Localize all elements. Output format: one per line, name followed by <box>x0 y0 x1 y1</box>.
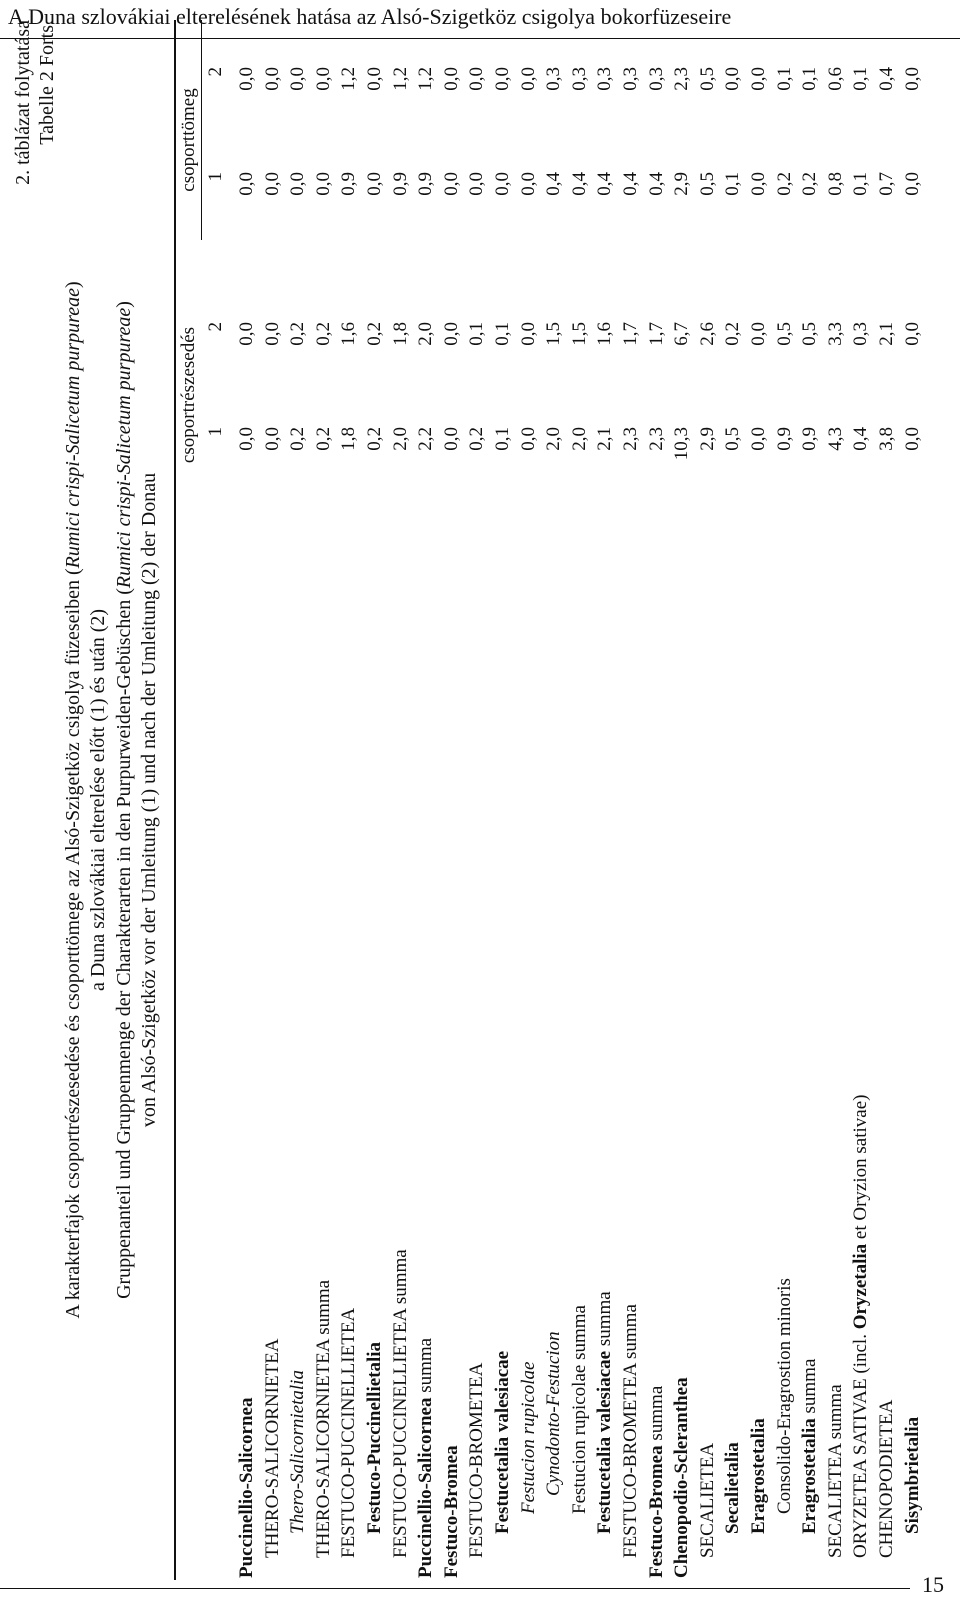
row-label-suffix: summa <box>645 1385 667 1446</box>
value-cell: 0,0 <box>901 67 923 91</box>
page-number: 15 <box>922 1572 944 1597</box>
value-cell: 0,1 <box>492 427 513 451</box>
value-cell: 0,0 <box>517 67 539 91</box>
value-cell: 3,8 <box>876 427 897 451</box>
table-row <box>797 20 823 1580</box>
value-cell: 1,7 <box>620 322 641 346</box>
value-cell: 0,4 <box>620 172 641 196</box>
value-cell: 0,0 <box>748 322 769 346</box>
value-cell: 0,0 <box>236 67 257 91</box>
row-label-text: Eragrostetalia <box>748 1418 769 1534</box>
table-row <box>874 20 900 1580</box>
table-row <box>695 20 721 1580</box>
row-label-text: FESTUCO-BROMETEA <box>466 1362 488 1558</box>
value-cell: 0,0 <box>312 172 334 196</box>
row-label-text: FESTUCO-PUCCINELLIETEA <box>338 1307 360 1558</box>
value-cell: 0,4 <box>645 172 667 196</box>
row-label-suffix: summa <box>594 1291 616 1351</box>
row-label-text: Chenopodio-Scleranthea <box>671 1377 693 1578</box>
row-label <box>490 1351 516 1534</box>
table-row <box>439 20 465 1580</box>
caption-de-line1-post: ) <box>113 301 135 308</box>
value-cell: 0,0 <box>748 427 769 451</box>
value-cell: 0,5 <box>722 427 744 451</box>
value-cell: 2,6 <box>696 322 718 346</box>
table-row <box>516 20 542 1580</box>
caption-hu-line1-post: ) <box>62 281 84 289</box>
row-label <box>464 1363 490 1558</box>
page-bottom-rule <box>0 1588 910 1589</box>
table-row <box>336 20 362 1580</box>
row-label <box>567 1305 593 1514</box>
value-cell: 0,0 <box>722 67 744 91</box>
value-cell: 0,0 <box>236 172 257 196</box>
table-row <box>746 20 772 1580</box>
row-label <box>234 1398 260 1578</box>
value-cell: 2,3 <box>671 67 693 91</box>
row-label <box>644 1386 670 1578</box>
value-cell: 0,1 <box>722 172 744 196</box>
value-cell: 0,0 <box>466 172 488 196</box>
row-label-text: FESTUCO-BROMETEA summa <box>620 1304 641 1558</box>
value-cell: 0,0 <box>261 67 283 91</box>
value-cell: 1,2 <box>415 67 437 91</box>
value-cell: 0,1 <box>850 172 872 196</box>
table-row <box>720 20 746 1580</box>
value-cell: 0,3 <box>543 67 565 91</box>
value-cell: 1,6 <box>338 322 360 346</box>
value-cell: 0,0 <box>901 322 923 346</box>
value-cell: 0,2 <box>312 427 334 451</box>
value-cell: 0,2 <box>466 427 488 451</box>
table-row <box>644 20 670 1580</box>
value-cell: 0,5 <box>773 322 795 346</box>
value-cell: 0,0 <box>440 427 462 451</box>
row-label-text: Festucion rupicolae <box>517 1361 539 1514</box>
value-cell: 0,0 <box>748 67 769 91</box>
value-cell: 0,2 <box>287 322 309 346</box>
value-cell: 0,3 <box>645 67 667 91</box>
table-row <box>260 20 286 1580</box>
value-cell: 0,4 <box>850 427 872 451</box>
value-cell: 1,5 <box>568 322 590 346</box>
row-label-text: Festucion rupicolae summa <box>568 1305 590 1514</box>
col-header-1a: 1 <box>205 427 226 437</box>
table-row <box>388 20 414 1580</box>
row-label-text: Festuco-Bromea <box>645 1445 667 1578</box>
row-label <box>592 1291 618 1534</box>
value-cell: 3,3 <box>824 322 846 346</box>
running-head: A Duna szlovákiai elterelésének hatása az Alsó-Szigetköz csigolya bokorfüzeseire <box>8 4 732 29</box>
col-header-1b: 1 <box>205 172 226 182</box>
value-cell: 1,7 <box>645 322 667 346</box>
value-cell: 0,8 <box>824 172 846 196</box>
value-cell: 2,9 <box>671 172 693 196</box>
table-row <box>362 20 388 1580</box>
value-cell: 0,0 <box>364 67 385 91</box>
table-row <box>311 20 337 1580</box>
value-cell: 2,0 <box>568 427 590 451</box>
value-cell: 2,3 <box>645 427 667 451</box>
caption-hu-line1 <box>62 20 85 1580</box>
row-label <box>695 1443 721 1558</box>
row-label <box>669 1377 695 1578</box>
value-cell: 0,0 <box>261 427 283 451</box>
value-cell: 0,2 <box>364 322 385 346</box>
row-label <box>874 1400 900 1558</box>
table-row <box>772 20 798 1580</box>
table-row <box>669 20 695 1580</box>
value-cell: 0,1 <box>466 322 488 346</box>
row-label-text: Sisymbrietalia <box>901 1416 923 1534</box>
row-label-text: FESTUCO-PUCCINELLIETEA summa <box>389 1249 411 1558</box>
row-label-suffix: et Oryzion sativae) <box>850 1094 872 1244</box>
value-cell: 0,9 <box>415 172 437 196</box>
value-cell: 0,4 <box>594 172 616 196</box>
value-cell: 0,2 <box>773 172 795 196</box>
value-cell: 6,7 <box>671 322 693 346</box>
row-label-text: Thero-Salicornietalia <box>287 1370 309 1534</box>
value-cell: 0,0 <box>236 427 257 451</box>
caption-de-line2: von Alsó-Szigetköz vor der Umleitung (1) und nach der Umleitung (2) der Donau <box>138 472 160 1128</box>
row-label <box>797 1359 823 1534</box>
value-cell: 0,3 <box>568 67 590 91</box>
value-cell: 0,6 <box>824 67 846 91</box>
value-cell: 0,9 <box>389 172 411 196</box>
table-row <box>413 20 439 1580</box>
value-cell: 0,2 <box>799 172 821 196</box>
caption-hu-line1-text: A karakterfajok csoportrészesedése és csoporttömege az Alsó-Szigetköz csigolya füzeseiben ( <box>62 568 84 1319</box>
value-cell: 2,9 <box>696 427 718 451</box>
value-cell: 2,1 <box>594 427 616 451</box>
value-cell: 0,3 <box>620 67 641 91</box>
value-cell: 0,9 <box>799 427 821 451</box>
row-label <box>746 1418 772 1534</box>
rotated-table-page <box>0 20 960 1580</box>
row-label <box>900 1417 926 1534</box>
value-cell: 2,0 <box>543 427 565 451</box>
table-row <box>490 20 516 1580</box>
value-cell: 2,3 <box>620 427 641 451</box>
value-cell: 0,2 <box>312 322 334 346</box>
table-row <box>592 20 618 1580</box>
row-label <box>285 1370 311 1534</box>
value-cell: 0,0 <box>466 67 488 91</box>
value-cell: 2,0 <box>415 322 437 346</box>
caption-de-line1-italic: Rumici crispi-Salicetum purpureae <box>113 307 135 589</box>
row-label-text: Secalietalia <box>722 1442 744 1534</box>
value-cell: 1,8 <box>338 427 360 451</box>
value-cell: 0,2 <box>287 427 309 451</box>
value-cell: 0,7 <box>876 172 897 196</box>
row-label-suffix: summa <box>799 1358 821 1419</box>
value-cell: 0,5 <box>696 172 718 196</box>
row-label <box>260 1338 286 1558</box>
row-label-bold: Oryzetalia <box>850 1243 872 1330</box>
row-label <box>720 1442 746 1534</box>
table-row <box>567 20 593 1580</box>
row-label <box>439 1445 465 1578</box>
row-label-text: THERO-SALICORNIETEA <box>261 1338 283 1558</box>
value-cell: 0,0 <box>287 67 309 91</box>
value-cell: 0,0 <box>517 172 539 196</box>
col-group-rule <box>201 20 202 240</box>
value-cell: 10,3 <box>671 427 693 461</box>
col-header-2b: 2 <box>205 67 226 77</box>
row-label <box>823 1384 849 1558</box>
value-cell: 0,0 <box>440 172 462 196</box>
table-label-de: Tabelle 2 Forts. <box>36 20 58 145</box>
value-cell: 0,0 <box>236 322 257 346</box>
value-cell: 0,2 <box>722 322 744 346</box>
value-cell: 2,2 <box>415 427 437 451</box>
value-cell: 1,6 <box>594 322 616 346</box>
row-label-text: Eragrostetalia <box>799 1418 821 1534</box>
value-cell: 0,1 <box>799 67 821 91</box>
value-cell: 0,0 <box>261 172 283 196</box>
col-header-2a: 2 <box>205 322 226 332</box>
value-cell: 0,0 <box>492 172 513 196</box>
value-cell: 0,9 <box>773 427 795 451</box>
value-cell: 0,5 <box>696 67 718 91</box>
row-label-text: Consolido-Eragrostion minoris <box>773 1278 795 1514</box>
value-cell: 0,0 <box>287 172 309 196</box>
row-label-text: SECALIETEA summa <box>824 1384 846 1558</box>
table-row <box>618 20 644 1580</box>
row-label-text: Festucetalia valesiacae <box>492 1350 513 1534</box>
value-cell: 0,0 <box>492 67 513 91</box>
table-top-rule <box>174 20 176 1580</box>
caption-de-line1-text: Gruppenanteil und Gruppenmenge der Charakterarten in den Purpurweiden-Gebüschen ( <box>113 588 135 1299</box>
value-cell: 0,1 <box>492 322 513 346</box>
table-row <box>848 20 874 1580</box>
table-row <box>464 20 490 1580</box>
row-label <box>311 1280 337 1558</box>
table-label-hu: 2. táblázat folytatása <box>12 20 34 185</box>
value-cell: 1,5 <box>543 322 565 346</box>
col-group-csoportreszesedes: csoportrészesedés <box>178 326 199 464</box>
row-label <box>772 1278 798 1514</box>
row-label-text: Puccinellio-Salicornea <box>236 1397 257 1578</box>
caption-hu-line1-italic: Rumici crispi-Salicetum purpureae <box>62 288 84 569</box>
value-cell: 0,0 <box>312 67 334 91</box>
row-label <box>388 1249 414 1558</box>
value-cell: 0,3 <box>594 67 616 91</box>
row-label <box>618 1304 644 1558</box>
row-label-text: THERO-SALICORNIETEA summa <box>312 1279 334 1558</box>
value-cell: 4,3 <box>824 427 846 451</box>
value-cell: 1,2 <box>389 67 411 91</box>
row-label <box>413 1338 439 1578</box>
table-row <box>900 20 926 1580</box>
caption-de-line1 <box>113 20 136 1580</box>
row-label <box>541 1331 567 1496</box>
value-cell: 0,4 <box>876 67 897 91</box>
table-row <box>541 20 567 1580</box>
table-row <box>234 20 260 1580</box>
value-cell: 0,0 <box>901 427 923 451</box>
value-cell: 0,2 <box>364 427 385 451</box>
value-cell: 0,1 <box>850 67 872 91</box>
value-cell: 1,2 <box>338 67 360 91</box>
row-label <box>362 1342 388 1534</box>
value-cell: 0,9 <box>338 172 360 196</box>
value-cell: 0,0 <box>261 322 283 346</box>
row-label <box>336 1308 362 1558</box>
row-label <box>516 1362 542 1515</box>
value-cell: 2,1 <box>876 322 897 346</box>
row-label-text: ORYZETEA SATIVAE (incl. <box>850 1329 872 1558</box>
row-label-text: Festuco-Bromea <box>440 1445 462 1578</box>
row-label <box>848 1095 874 1558</box>
value-cell: 0,0 <box>748 172 769 196</box>
value-cell: 0,0 <box>440 322 462 346</box>
caption-hu-line2: a Duna szlovákiai elterelése előtt (1) és után (2) <box>87 608 109 992</box>
col-group-csoporttomeg: csoporttömeg <box>178 88 199 192</box>
row-label-text: Puccinellio-Salicornea <box>415 1397 437 1578</box>
value-cell: 0,0 <box>517 322 539 346</box>
row-label-suffix: summa <box>415 1337 437 1398</box>
row-label-text: CHENOPODIETEA <box>876 1399 897 1558</box>
value-cell: 1,8 <box>389 322 411 346</box>
value-cell: 0,1 <box>773 67 795 91</box>
value-cell: 0,3 <box>850 322 872 346</box>
table-row <box>285 20 311 1580</box>
row-label-text: Festuco-Puccinellietalia <box>364 1341 385 1534</box>
row-label-text: Cynodonto-Festucion <box>543 1331 565 1496</box>
value-cell: 0,5 <box>799 322 821 346</box>
table-row <box>823 20 849 1580</box>
value-cell: 0,0 <box>364 172 385 196</box>
value-cell: 0,4 <box>543 172 565 196</box>
value-cell: 0,0 <box>440 67 462 91</box>
row-label-text: SECALIETEA <box>696 1442 718 1558</box>
value-cell: 0,4 <box>568 172 590 196</box>
value-cell: 0,0 <box>901 172 923 196</box>
value-cell: 2,0 <box>389 427 411 451</box>
row-label-text: Festucetalia valesiacae <box>594 1350 616 1534</box>
value-cell: 0,0 <box>517 427 539 451</box>
